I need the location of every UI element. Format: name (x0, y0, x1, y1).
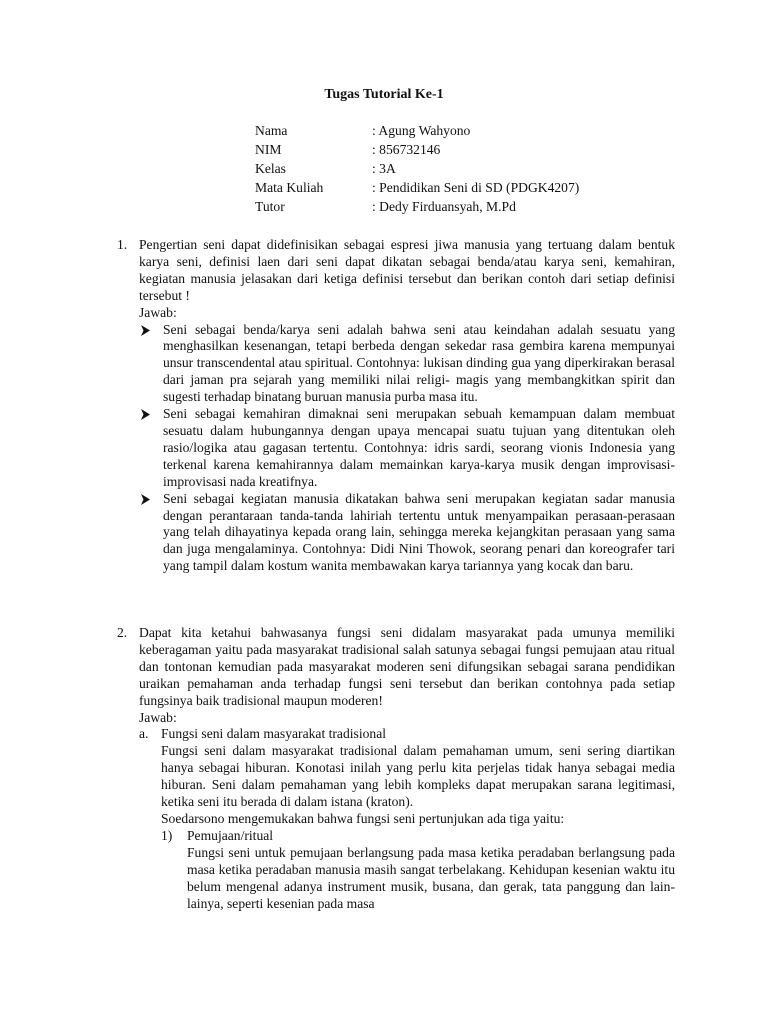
info-label: Mata Kuliah (255, 180, 324, 195)
student-info (255, 121, 579, 216)
info-row-nama (255, 121, 579, 140)
arrow-bullet-icon (140, 324, 151, 337)
subsection-item-1 (161, 828, 675, 913)
info-label: Kelas (255, 161, 286, 176)
answer-label: Jawab: (139, 304, 177, 320)
info-value: : 856732146 (372, 142, 441, 157)
answer-bullet (139, 406, 675, 491)
subsection-intro: Soedarsono mengemukakan bahwa fungsi seni pertunjukan ada tiga yaitu: (161, 810, 565, 826)
item-marker: 1) (161, 827, 173, 843)
item-heading: Pemujaan/ritual (187, 827, 274, 843)
arrow-bullet-icon (140, 408, 151, 421)
info-row-tutor (255, 197, 579, 216)
answer-bullets (139, 322, 675, 576)
question-text: Dapat kita ketahui bahwasanya fungsi seni didalam masyarakat pada umunya memiliki keberagaman yaitu pada masyarakat tradisional salah satunya sebagai fungsi pemujaan atau ritual dan tontonan kemudian pada masyarakat moderen seni difungsikan sebagai sarana pendidikan uraikan pemahaman anda terhadap fungsi seni tersebut dan berikan contohnya pada setiap fungsinya baik tradisional maupun moderen! (139, 625, 675, 708)
question-text: Pengertian seni dapat didefinisikan sebagai espresi jiwa manusia yang tertuang dalam bentuk karya seni, definisi laen dari seni dapat dikatan sebagai benda/atau karya seni, kemahiran, kegiatan manusia jelasakan dari ketiga definisi tersebut dan berikan contoh dari setiap definisi tersebut ! (139, 237, 675, 303)
info-label: NIM (255, 142, 282, 157)
info-row-kelas (255, 159, 579, 178)
answer-label: Jawab: (139, 709, 177, 725)
document-title: Tugas Tutorial Ke-1 (324, 87, 444, 102)
info-value: : 3A (372, 161, 396, 176)
subsection-marker: a. (139, 726, 149, 742)
info-value: : Agung Wahyono (372, 123, 471, 138)
question-body (139, 625, 675, 912)
info-label: Tutor (255, 199, 285, 214)
question-2 (117, 625, 675, 912)
bullet-text: Seni sebagai benda/karya seni adalah bahwa seni atau keindahan adalah sesuatu yang menghasilkan kesenangan, tetapi berbeda dengan sekedar rasa gembira karena mempunyai unsur transcendental atau spiritual. Contohnya: lukisan dinding gua yang diperkirakan berasal dari jaman pra sejarah yang memiliki nilai religi- magis yang membangkitkan spirit dan sugesti terhadap binatang buruan manusia purba masa itu. (163, 321, 675, 405)
info-value: : Pendidikan Seni di SD (PDGK4207) (372, 180, 580, 195)
question-number: 1. (117, 237, 128, 252)
arrow-bullet-icon (140, 493, 151, 506)
info-value: : Dedy Firduansyah, M.Pd (372, 199, 516, 214)
bullet-text: Seni sebagai kemahiran dimaknai seni merupakan sebuah kemampuan dalam membuat sesuatu dalam hubungannya dengan upaya mencapai suatu tujuan yang ditentukan oleh rasio/logika atau gagasan tertentu. Contohnya: idris sardi, seorang vionis Indonesia yang terkenal karena kemahirannya dalam memainkan karya-karya musik dengan improvisasi-improvisasi nada kreatifnya. (163, 406, 675, 489)
question-1 (117, 237, 675, 575)
question-number: 2. (117, 625, 128, 640)
question-body (139, 237, 675, 575)
subsection-a (139, 726, 675, 912)
info-row-nim (255, 140, 579, 159)
info-label: Nama (255, 123, 288, 138)
info-row-mata-kuliah (255, 178, 579, 197)
answer-bullet (139, 322, 675, 407)
bullet-text: Seni sebagai kegiatan manusia dikatakan bahwa seni merupakan kegiatan sadar manusia dengan perantaraan tanda-tanda lahiriah tertentu untuk menyampaikan perasaan-perasaan yang telah dihayatinya kepada orang lain, sehingga mereka kejangkitan perasaan yang sama dan juga mengalaminya. Contohnya: Didi Nini Thowok, seorang penari dan koreografer tari yang tampil dalam kostum wanita membawakan karya tariannya yang kocak dan baru. (163, 490, 675, 574)
subsection-heading: Fungsi seni dalam masyarakat tradisional (161, 726, 387, 742)
item-text: Fungsi seni untuk pemujaan berlangsung pada masa ketika peradaban berlangsung pada masa ketika peradaban manusia masih sangat terbelakang. Kehidupan kesenian waktu itu belum mengenal adanya instrument musik, busana, dan gerak, tata panggung dan lain-lainya, seperti kesenian pada masa (187, 844, 675, 911)
answer-bullet (139, 491, 675, 576)
subsection-text: Fungsi seni dalam masyarakat tradisional dalam pemahaman umum, seni sering diartikan hanya sebagai hiburan. Konotasi inilah yang perlu kita perjelas tidak hanya sebagai media hiburan. Seni dalam pemahaman yang lebih kompleks dapat merupakan sarana legitimasi, ketika seni itu berada di dalam istana (kraton). (161, 743, 675, 810)
